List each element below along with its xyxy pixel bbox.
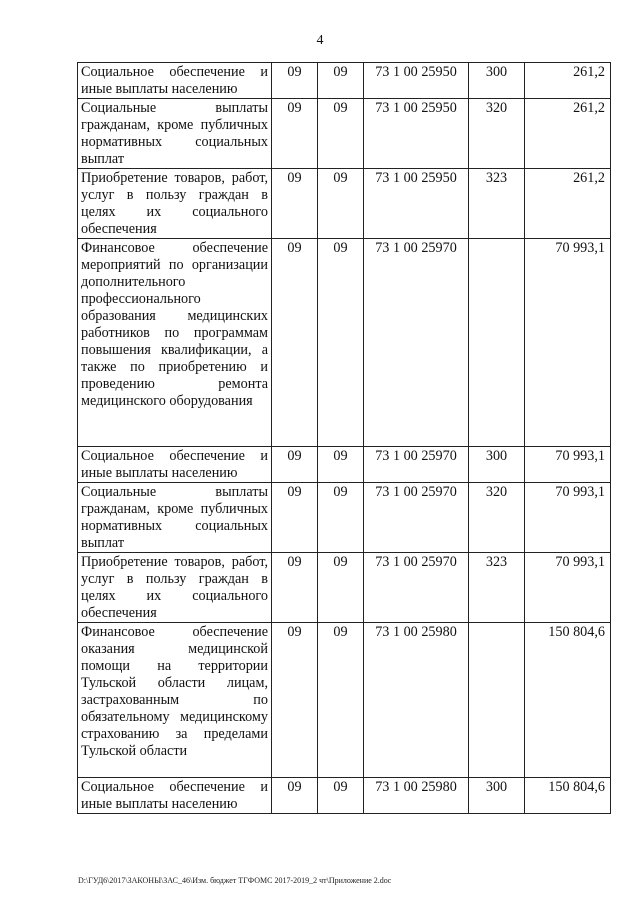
row-subsection-cell: 09 bbox=[318, 239, 364, 447]
row-expense-type-cell bbox=[469, 239, 525, 447]
row-amount-cell: 70 993,1 bbox=[525, 553, 611, 623]
table-row bbox=[78, 63, 611, 99]
table-row bbox=[78, 239, 611, 447]
row-target-article-cell: 73 1 00 25980 bbox=[364, 778, 469, 814]
row-name-cell: Финансовое обеспечение мероприятий по организации дополнительного профессионального образования медицинских работников по программам повышения квалификации, а также по приобретению и проведению ремонта медицинского оборудования bbox=[78, 239, 272, 447]
row-name-cell: Социальное обеспечение и иные выплаты населению bbox=[78, 778, 272, 814]
file-path-footer: D:\ГУД6\2017\ЗАКОНЫ\ЗАС_46\Изм. бюджет ТГФОМС 2017-2019_2 чт\Приложение 2.doc bbox=[78, 876, 392, 885]
row-target-article-cell: 73 1 00 25950 bbox=[364, 63, 469, 99]
row-target-article-cell: 73 1 00 25970 bbox=[364, 447, 469, 483]
row-section-cell: 09 bbox=[272, 623, 318, 778]
table-row bbox=[78, 169, 611, 239]
row-subsection-cell: 09 bbox=[318, 623, 364, 778]
row-subsection-cell: 09 bbox=[318, 169, 364, 239]
row-section-cell: 09 bbox=[272, 169, 318, 239]
table-row bbox=[78, 447, 611, 483]
row-name-cell: Финансовое обеспечение оказания медицинской помощи на территории Тульской области лицам, застрахованным по обязательному медицинскому страхованию за пределами Тульской области bbox=[78, 623, 272, 778]
row-amount-cell: 150 804,6 bbox=[525, 623, 611, 778]
row-amount-cell: 150 804,6 bbox=[525, 778, 611, 814]
row-expense-type-cell: 320 bbox=[469, 99, 525, 169]
row-name-cell: Приобретение товаров, работ, услуг в пользу граждан в целях их социального обеспечения bbox=[78, 169, 272, 239]
row-name-cell: Приобретение товаров, работ, услуг в пользу граждан в целях их социального обеспечения bbox=[78, 553, 272, 623]
row-target-article-cell: 73 1 00 25950 bbox=[364, 169, 469, 239]
table-row bbox=[78, 778, 611, 814]
row-expense-type-cell: 320 bbox=[469, 483, 525, 553]
row-section-cell: 09 bbox=[272, 483, 318, 553]
row-name-cell: Социальное обеспечение и иные выплаты населению bbox=[78, 447, 272, 483]
row-amount-cell: 261,2 bbox=[525, 99, 611, 169]
table-row bbox=[78, 623, 611, 778]
row-target-article-cell: 73 1 00 25970 bbox=[364, 483, 469, 553]
row-name-cell: Социальное обеспечение и иные выплаты населению bbox=[78, 63, 272, 99]
row-target-article-cell: 73 1 00 25980 bbox=[364, 623, 469, 778]
row-subsection-cell: 09 bbox=[318, 63, 364, 99]
row-amount-cell: 70 993,1 bbox=[525, 447, 611, 483]
row-section-cell: 09 bbox=[272, 63, 318, 99]
table-row bbox=[78, 99, 611, 169]
row-section-cell: 09 bbox=[272, 447, 318, 483]
row-section-cell: 09 bbox=[272, 553, 318, 623]
row-expense-type-cell: 300 bbox=[469, 447, 525, 483]
row-amount-cell: 261,2 bbox=[525, 63, 611, 99]
row-target-article-cell: 73 1 00 25970 bbox=[364, 239, 469, 447]
row-amount-cell: 70 993,1 bbox=[525, 239, 611, 447]
row-expense-type-cell bbox=[469, 623, 525, 778]
row-target-article-cell: 73 1 00 25970 bbox=[364, 553, 469, 623]
row-target-article-cell: 73 1 00 25950 bbox=[364, 99, 469, 169]
page-number: 4 bbox=[316, 33, 324, 48]
row-amount-cell: 261,2 bbox=[525, 169, 611, 239]
row-expense-type-cell: 323 bbox=[469, 169, 525, 239]
row-section-cell: 09 bbox=[272, 778, 318, 814]
row-name-cell: Социальные выплаты гражданам, кроме публичных нормативных социальных выплат bbox=[78, 483, 272, 553]
row-expense-type-cell: 300 bbox=[469, 63, 525, 99]
row-name-cell: Социальные выплаты гражданам, кроме публичных нормативных социальных выплат bbox=[78, 99, 272, 169]
row-expense-type-cell: 300 bbox=[469, 778, 525, 814]
row-subsection-cell: 09 bbox=[318, 99, 364, 169]
row-section-cell: 09 bbox=[272, 239, 318, 447]
budget-table bbox=[77, 62, 611, 814]
table-row bbox=[78, 483, 611, 553]
row-subsection-cell: 09 bbox=[318, 553, 364, 623]
row-subsection-cell: 09 bbox=[318, 483, 364, 553]
row-amount-cell: 70 993,1 bbox=[525, 483, 611, 553]
table-row bbox=[78, 553, 611, 623]
row-section-cell: 09 bbox=[272, 99, 318, 169]
row-expense-type-cell: 323 bbox=[469, 553, 525, 623]
row-subsection-cell: 09 bbox=[318, 447, 364, 483]
row-subsection-cell: 09 bbox=[318, 778, 364, 814]
